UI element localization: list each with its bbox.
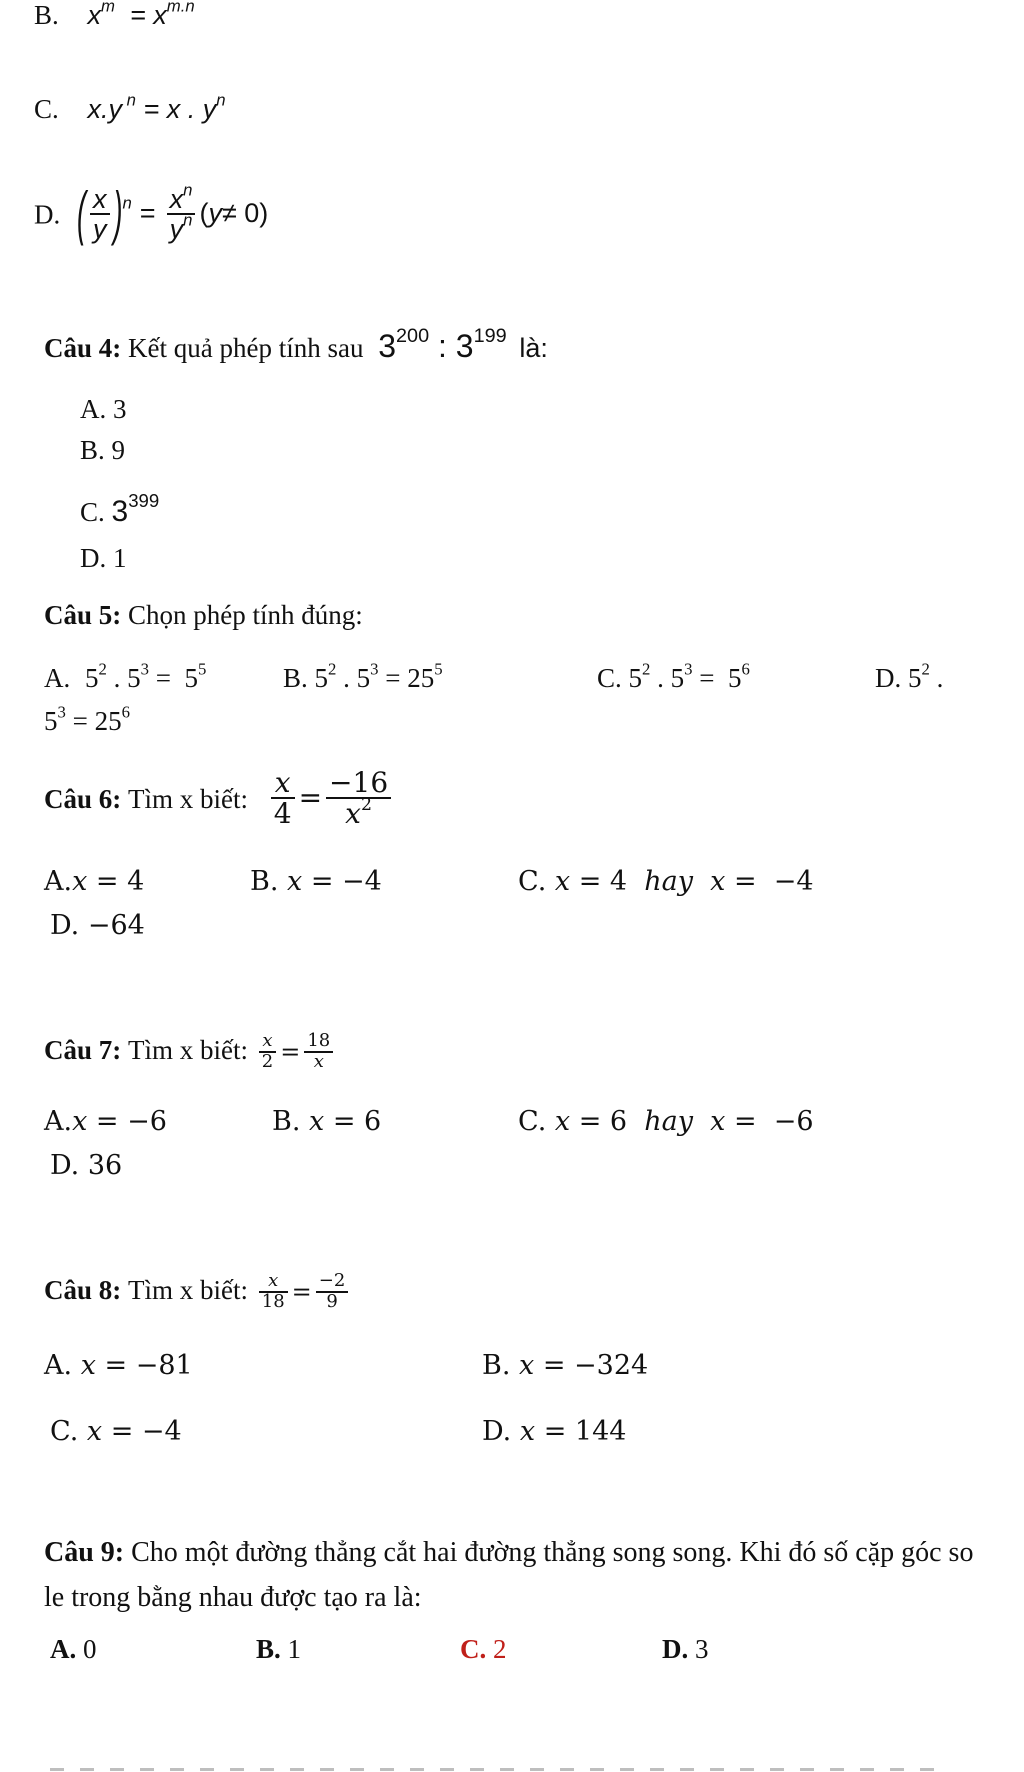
q8-question [44,1272,352,1312]
q3-option-b [34,2,195,29]
q9-option-c [460,1636,507,1663]
option-label: A. [50,1634,77,1664]
option-value: x [287,866,303,897]
q4-option-a [80,396,127,423]
option-value: 3 [113,394,127,424]
option-label: B. [256,1634,281,1664]
q3-option-b-label: B. [34,0,59,30]
q5-option-c [597,659,750,693]
q5-option-d [875,659,944,693]
q7-text: Tìm x biết: [128,1034,248,1065]
q8-option-a: A. x = −81 [44,1350,193,1381]
option-value-part1: $5^2$ . [908,659,944,693]
q7-option-b: B. x = 6 [272,1106,382,1137]
option-label: C. [80,497,105,527]
option-value: $5^2$ . $5^3 = 5^6$ [628,659,750,693]
q6-option-b: B. x = −4 [250,866,382,897]
q6-equation: $\frac{x}{4}$ = $\frac{-16}{x^2}$ [267,780,395,813]
option-value: 9 [111,435,126,465]
option-value: x [72,1106,88,1137]
option-value: 0 [83,1634,97,1664]
option-value: x = 6 hay x = −6 [554,1106,814,1137]
q7-equation: $\frac{x}{2}$ = $\frac{18}{x}$ [255,1041,337,1062]
option-label: C. [597,663,622,693]
q6-option-a: A.x = 4 [44,866,145,897]
q4-text-after: là: [519,333,548,363]
option-label: C. [460,1634,487,1664]
option-value: 1 [113,543,127,573]
q9-option-d [662,1636,709,1663]
option-label: D. [875,663,902,693]
q8-label: Câu 8: [44,1274,122,1305]
option-label: A. [44,1106,73,1137]
option-label: A. [44,866,73,897]
option-value: 2 [493,1634,507,1664]
option-label: D. [80,543,107,573]
q3-option-d-label: D. [34,199,61,230]
q7-option-d [50,1152,122,1179]
q4-label: Câu 4: [44,333,122,363]
q5-option-b [283,659,443,693]
q5-option-a [44,659,207,693]
q4-expression: $3^{200}$ : $3^{199}$ [378,325,507,364]
q6-option-d [50,912,145,939]
option-value: x = 4 hay x = −4 [554,866,814,897]
q8-option-c: C. x = −4 [50,1416,182,1447]
option-value: x [72,866,88,897]
q5-label: Câu 5: [44,600,122,630]
option-label: C. [518,1106,547,1137]
q6-text: Tìm x biết: [128,783,248,814]
page-bottom-fragment [50,1760,950,1772]
option-value: $5^2$ . $5^3 = 5^5$ [85,659,207,693]
option-label: B. [250,866,279,897]
q8-text: Tìm x biết: [128,1274,248,1305]
q4-option-b [80,437,125,464]
option-label: A. [80,394,107,424]
q7-option-c [518,1108,814,1135]
q3-option-c-label: C. [34,94,59,124]
option-label: D. [50,1150,80,1181]
option-label: A. [44,663,71,693]
q3-option-d-formula: ( $\frac{x}{y}$ )$^n$ = $\frac{x^n}{y^n}$ (y≠ 0) [77,179,269,246]
q6-question [44,768,395,829]
option-label: D. [50,910,80,941]
option-value: x [309,1106,325,1137]
q7-option-a: A.x = −6 [44,1106,167,1137]
q9-label: Câu 9: [44,1537,125,1568]
q4-option-c [80,490,160,528]
q4-question [44,325,548,364]
option-label: D. [482,1416,512,1447]
option-value: $3^{399}$ [111,490,160,528]
q8-option-b: B. x = −324 [482,1350,649,1381]
q4-option-d [80,545,127,572]
option-value: x [86,1416,103,1447]
option-value: 36 [87,1150,123,1181]
option-label: C. [518,866,547,897]
q9-question [44,1530,974,1620]
q3-option-d [34,179,269,246]
option-value: 1 [287,1634,302,1664]
option-value: x [519,1416,536,1447]
option-value: x [80,1350,96,1381]
q6-option-c [518,868,814,895]
q7-question [44,1032,337,1072]
q3-option-b-formula: $x^m = x^{m.n}$ [87,0,195,30]
option-label: B. [283,663,308,693]
option-label: C. [50,1416,79,1447]
option-label: D. [662,1634,689,1664]
option-value: $5^2$ . $5^3 = 25^5$ [314,659,443,693]
q8-option-d: D. x = 144 [482,1416,627,1447]
q6-label: Câu 6: [44,783,122,814]
option-label: A. [44,1350,73,1381]
option-value: −64 [87,910,145,941]
q5-question [44,602,363,629]
q8-equation: $\frac{x}{18}$ = $\frac{-2}{9}$ [255,1281,353,1302]
option-value: 3 [695,1634,709,1664]
option-value-part2: $5^3 = 25^6$ [44,702,130,736]
q5-text: Chọn phép tính đúng: [128,600,363,630]
option-label: B. [80,435,105,465]
q3-option-c [34,90,226,124]
q9-text: Cho một đường thẳng cắt hai đường thẳng song song. Khi đó số cặp góc so le trong bằng nhau được tạo ra là: [44,1537,974,1613]
q3-option-c-formula: x.y $^n$ = x . $y^n$ [87,90,226,124]
q9-option-a [50,1636,97,1663]
q7-label: Câu 7: [44,1034,122,1065]
q5-option-d-continued [44,702,130,736]
option-label: B. [482,1350,511,1381]
q4-text: Kết quả phép tính sau [128,333,364,363]
q9-option-b [256,1636,301,1663]
option-label: B. [272,1106,301,1137]
option-value: x [519,1350,535,1381]
